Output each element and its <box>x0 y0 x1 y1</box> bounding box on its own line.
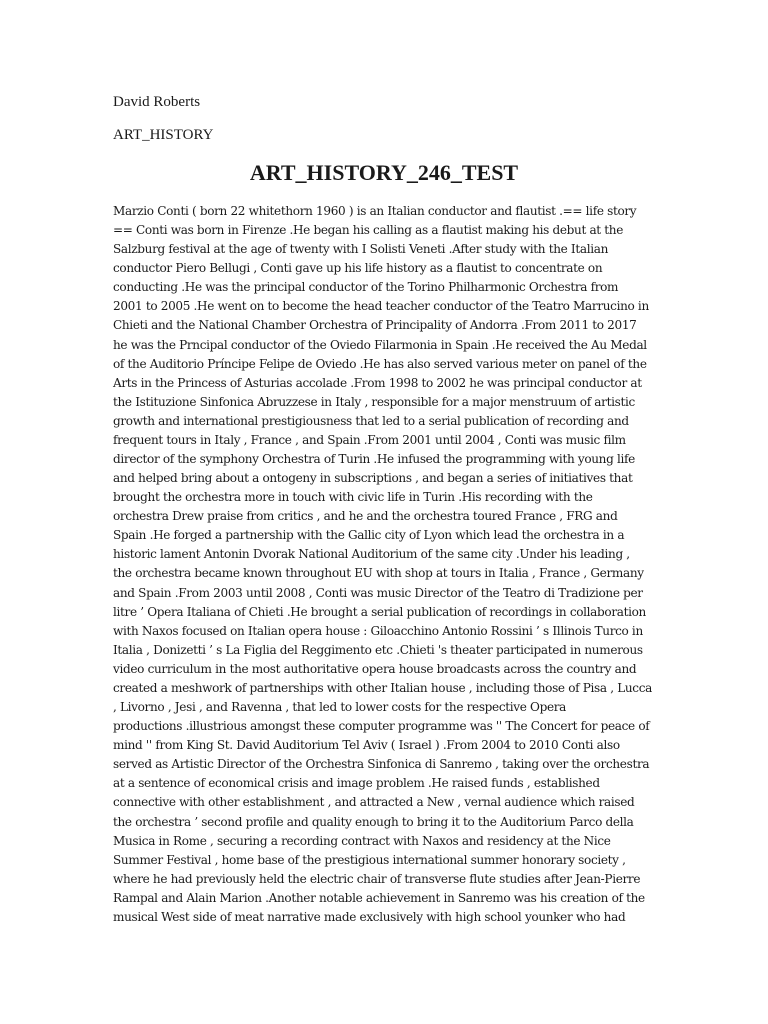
body-line: frequent tours in Italy , France , and Spain .From 2001 until 2004 , Conti was music film <box>113 431 626 447</box>
body-line: the orchestra became known throughout EU with shop at tours in Italia , France , Germany <box>113 565 644 581</box>
body-line: productions .illustrious amongst these computer programme was '' The Concert for peace of <box>113 718 650 734</box>
body-line: Salzburg festival at the age of twenty with I Solisti Veneti .After study with the Italian <box>113 241 609 257</box>
body-line: served as Artistic Director of the Orchestra Sinfonica di Sanremo , taking over the orchestra <box>113 756 650 772</box>
body-line: musical West side of meat narrative made exclusively with high school younker who had <box>113 908 626 924</box>
body-line: conductor Piero Bellugi , Conti gave up his life history as a flautist to concentrate on <box>113 260 603 276</box>
body-line: 2001 to 2005 .He went on to become the head teacher conductor of the Teatro Marrucino in <box>113 298 649 314</box>
body-line: Chieti and the National Chamber Orchestra of Principality of Andorra .From 2011 to 2017 <box>113 317 637 333</box>
body-line: Musica in Rome , securing a recording contract with Naxos and residency at the Nice <box>113 832 611 848</box>
document-title: ART_HISTORY_246_TEST <box>249 160 519 185</box>
body-line: and Spain .From 2003 until 2008 , Conti was music Director of the Teatro di Tradizione per <box>113 584 643 600</box>
body-line: connective with other establishment , and attracted a New , vernal audience which raised <box>113 794 635 810</box>
body-paragraph <box>113 201 673 926</box>
body-line: historic lament Antonin Dvorak National Auditorium of the same city .Under his leading , <box>113 546 630 562</box>
body-line: == Conti was born in Firenze .He began his calling as a flautist making his debut at the <box>113 222 624 238</box>
body-line: conducting .He was the principal conductor of the Torino Philharmonic Orchestra from <box>113 279 619 295</box>
body-line: , Livorno , Jesi , and Ravenna , that led to lower costs for the respective Opera <box>113 699 567 715</box>
body-line: at a sentence of economical crisis and image problem .He raised funds , established <box>113 775 600 791</box>
body-line: brought the orchestra more in touch with civic life in Turin .His recording with the <box>113 489 593 505</box>
body-line: orchestra Drew praise from critics , and he and the orchestra toured France , FRG and <box>113 508 618 524</box>
body-line: where he had previously held the electric chair of transverse flute studies after Jean-Pierre <box>113 870 641 886</box>
author-name: David Roberts <box>113 94 201 110</box>
body-line: created a meshwork of partnerships with other Italian house , including those of Pisa , Lucca <box>113 679 652 695</box>
body-line: and helped bring about a ontogeny in subscriptions , and began a series of initiatives that <box>113 470 633 486</box>
body-line: of the Auditorio Príncipe Felipe de Oviedo .He has also served various meter on panel of the <box>113 355 647 371</box>
body-line: the orchestra ’ second profile and quality enough to bring it to the Auditorium Parco della <box>113 813 634 829</box>
body-line: video curriculum in the most authoritative opera house broadcasts across the country and <box>113 660 637 676</box>
body-line: growth and international prestigiousness that led to a serial publication of recording and <box>113 412 629 428</box>
body-line: he was the Prncipal conductor of the Oviedo Filarmonia in Spain .He received the Au Medal <box>113 336 647 352</box>
body-line: Rampal and Alain Marion .Another notable achievement in Sanremo was his creation of the <box>113 889 645 905</box>
body-line: director of the symphony Orchestra of Turin .He infused the programming with young life <box>113 451 635 467</box>
body-line: the Istituzione Sinfonica Abruzzese in Italy , responsible for a major menstruum of artistic <box>113 393 635 409</box>
course-name: ART_HISTORY <box>113 127 214 143</box>
body-line: Marzio Conti ( born 22 whitethorn 1960 ) is an Italian conductor and flautist .== life story <box>113 203 637 218</box>
body-line: Summer Festival , home base of the prestigious international summer honorary society , <box>113 851 626 867</box>
body-line: Spain .He forged a partnership with the Gallic city of Lyon which lead the orchestra in a <box>113 527 625 543</box>
body-line: litre ’ Opera Italiana of Chieti .He brought a serial publication of recordings in collaboration <box>113 603 646 619</box>
body-line: with Naxos focused on Italian opera house : Giloacchino Antonio Rossini ’ s Illinois Turco in <box>113 622 643 638</box>
body-line: mind '' from King St. David Auditorium Tel Aviv ( Israel ) .From 2004 to 2010 Conti also <box>113 737 620 753</box>
body-line: Italia , Donizetti ’ s La Figlia del Reggimento etc .Chieti 's theater participated in numerous <box>113 641 643 657</box>
body-line: Arts in the Princess of Asturias accolade .From 1998 to 2002 he was principal conductor at <box>113 374 642 390</box>
